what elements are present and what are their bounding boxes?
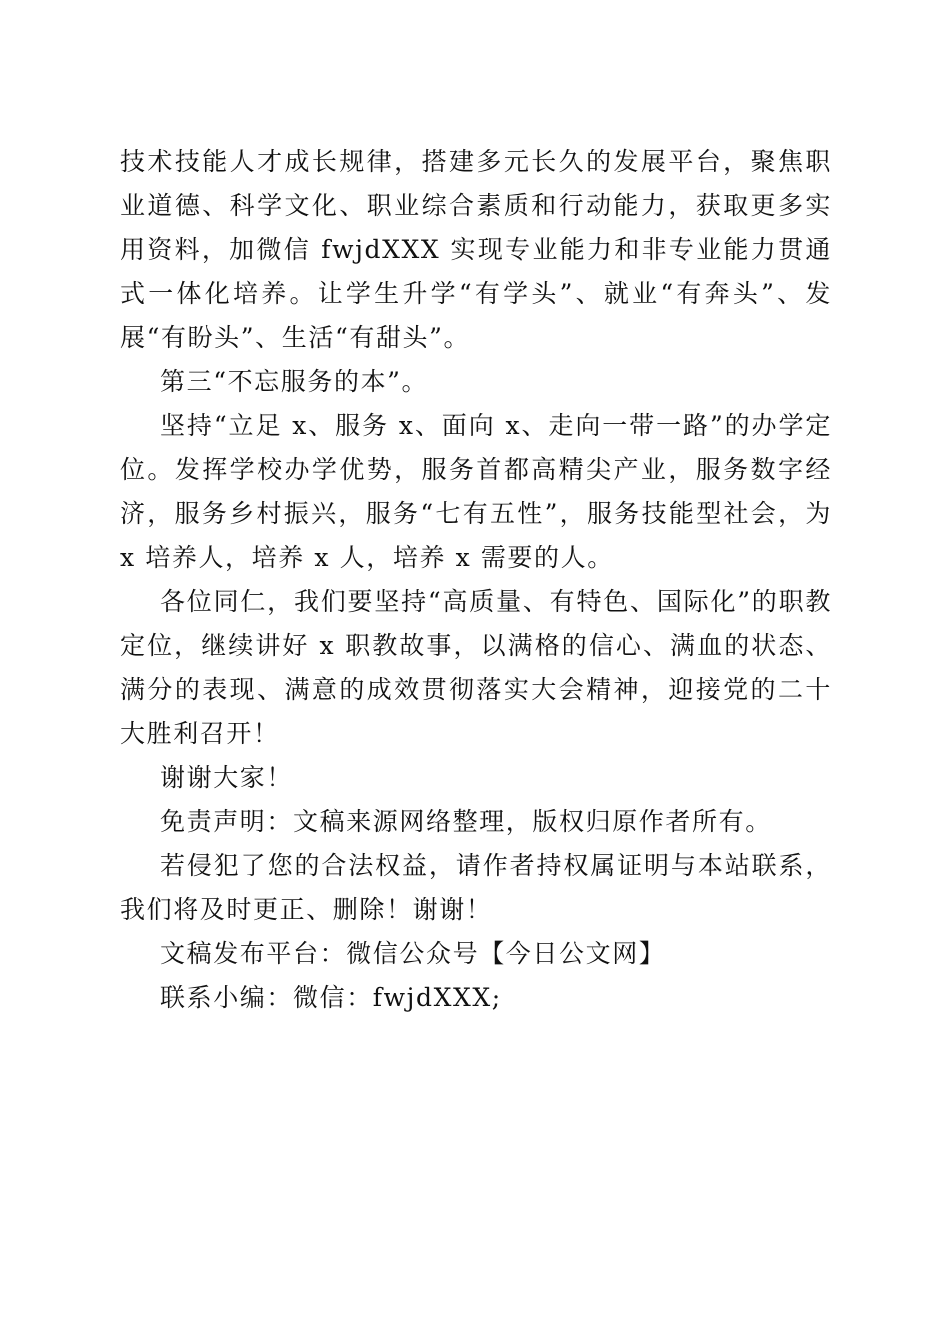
paragraph-thanks: 谢谢大家！: [160, 763, 294, 792]
paragraph-disclaimer: 免责声明：文稿来源网络整理，版权归原作者所有。: [160, 807, 772, 836]
paragraph-talent-growth: 技术技能人才成长规律，搭建多元长久的发展平台，聚焦职业道德、科学文化、职业综合素质和行动能力，获取更多实用资料，加微信 fwjdXXX 实现专业能力和非专业能力贯通式一体化培养。让学生升学“有学头”、就业“有奔头”、发展“有盼头”、生活“有甜头”。: [120, 147, 832, 352]
paragraph-colleagues: 各位同仁，我们要坚持“高质量、有特色、国际化”的职教定位，继续讲好 x 职教故事，以满格的信心、满血的状态、满分的表现、满意的成效贯彻落实大会精神，迎接党的二十大胜利召开！: [120, 587, 832, 748]
paragraph-contact: 联系小编：微信：fwjdXXX;: [160, 983, 502, 1012]
document-body: [120, 140, 832, 1020]
paragraph-heading-third: 第三“不忘服务的本”。: [160, 367, 429, 396]
paragraph-platform: 文稿发布平台：微信公众号【今日公文网】: [160, 939, 666, 968]
paragraph-infringement: 若侵犯了您的合法权益，请作者持权属证明与本站联系，我们将及时更正、删除！谢谢！: [120, 851, 832, 924]
paragraph-school-positioning: 坚持“立足 x、服务 x、面向 x、走向一带一路”的办学定位。发挥学校办学优势，服务首都高精尖产业，服务数字经济，服务乡村振兴，服务“七有五性”，服务技能型社会，为 x 培养人，培养 x 人，培养 x 需要的人。: [120, 411, 832, 572]
